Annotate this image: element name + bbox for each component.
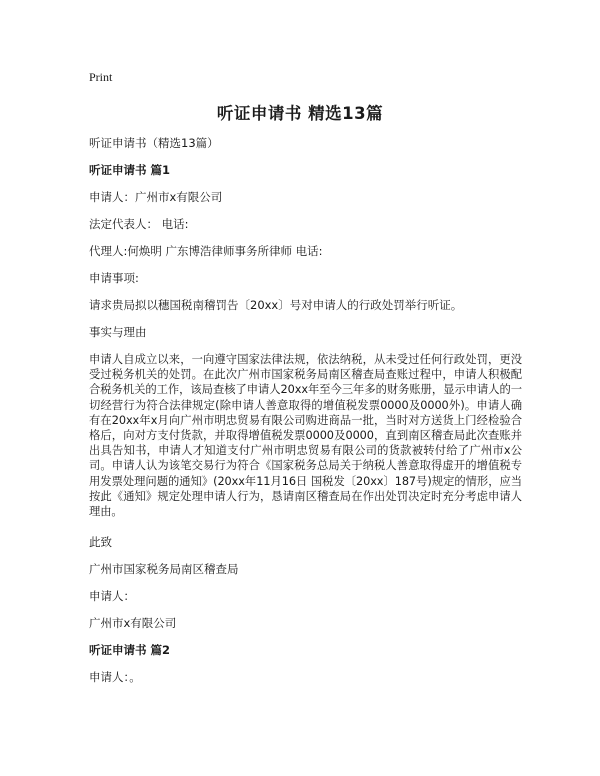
facts-paragraph: 申请人自成立以来，一向遵守国家法律法规，依法纳税，从未受过任何行政处罚，更没受过税务机关的处罚。在此次广州市国家税务局南区稽查局查账过程中，申请人积极配合税务机关的工作，该局查核了申请人20xx年至今三年多的财务账册，显示申请人的一切经营行为符合法律规定(除申请人善意取得的增值税发票0000及0000外)。申请人确有在20xx年x月向广州市明忠贸易有限公司购进商品一批，当时对方送货上门经检验合格后，向对方支付货款，并取得增值税发票0000及0000，直到南区稽查局此次查账并出具告知书，申请人才知道支付广州市明忠贸易有限公司的货款被转付给了广州市x公司。申请人认为该笔交易行为符合《国家税务总局关于纳税人善意取得虚开的增值税专用发票处理问题的通知》(20xx年11月16日 国税发〔20xx〕187号)规定的情形，应当按此《通知》规定处理申请人行为，恳请南区稽查局在作出处罚决定时充分考虑申请人理由。 [89, 353, 522, 519]
request-line: 请求贵局拟以穗国税南稽罚告〔20xx〕号对申请人的行政处罚举行听证。 [89, 298, 463, 312]
applicant-line: 申请人：广州市x有限公司 [89, 190, 223, 204]
closing-line: 此致 [89, 535, 112, 549]
agent-line: 代理人:何焕明 广东博浩律师事务所律师 电话: [89, 244, 323, 258]
matters-label: 申请事项: [89, 271, 139, 285]
section-heading-2: 听证申请书 篇2 [89, 643, 171, 657]
page-title: 听证申请书 精选13篇 [216, 104, 384, 123]
signature-company: 广州市x有限公司 [89, 616, 177, 630]
applicant-line-2: 申请人：。 [89, 670, 141, 684]
document-subtitle: 听证申请书（精选13篇） [89, 136, 219, 150]
section-heading-1: 听证申请书 篇1 [89, 163, 171, 177]
addressee-line: 广州市国家税务局南区稽查局 [89, 562, 239, 576]
legal-rep-line: 法定代表人： 电话: [89, 217, 189, 231]
facts-label: 事实与理由 [89, 325, 147, 339]
print-link[interactable]: Print [89, 70, 113, 84]
signature-label: 申请人： [89, 589, 135, 603]
